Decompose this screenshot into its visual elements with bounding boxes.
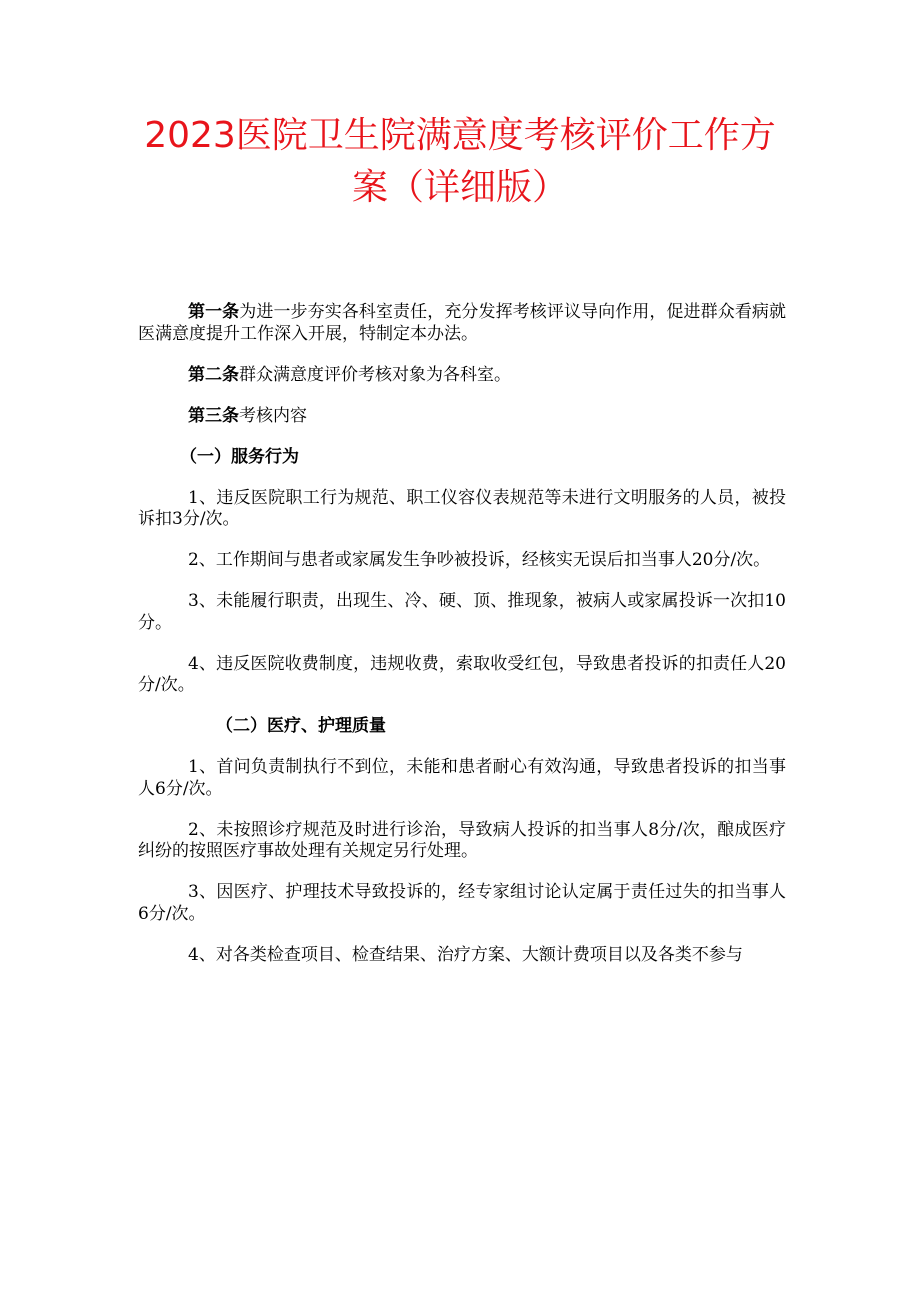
list-item: 3、因医疗、护理技术导致投诉的，经专家组讨论认定属于责任过失的扣当事人6分/次。 — [138, 882, 786, 924]
list-item: 2、未按照诊疗规范及时进行诊治，导致病人投诉的扣当事人8分/次，酿成医疗纠纷的按照医疗事故处理有关规定另行处理。 — [138, 819, 786, 861]
section-heading-service: （一）服务行为 — [180, 446, 299, 467]
section-heading-quality: （二）医疗、护理质量 — [216, 716, 386, 736]
list-item: 1、首问负责制执行不到位，未能和患者耐心有效沟通，导致患者投诉的扣当事人6分/次。 — [138, 757, 786, 799]
article-label: 第二条 — [188, 364, 239, 385]
list-item: 3、未能履行职责，出现生、冷、硬、顶、推现象，被病人或家属投诉一次扣10分。 — [138, 591, 786, 633]
document-title: 2023医院卫生院满意度考核评价工作方案（详细版） — [144, 115, 776, 208]
article-label: 第一条 — [188, 302, 240, 322]
article-3 — [138, 406, 786, 428]
article-label: 第三条 — [188, 405, 239, 426]
article-1 — [138, 302, 786, 345]
list-item: 4、违反医院收费制度，违规收费，索取收受红包，导致患者投诉的扣责任人20分/次。 — [138, 653, 786, 695]
list-item: 4、对各类检查项目、检查结果、治疗方案、大额计费项目以及各类不参与 — [188, 944, 743, 965]
document-body — [138, 302, 786, 986]
article-2 — [138, 365, 786, 387]
article-text: 考核内容 — [239, 405, 307, 426]
article-text: 群众满意度评价考核对象为各科室。 — [239, 364, 511, 385]
list-item: 2、工作期间与患者或家属发生争吵被投诉，经核实无误后扣当事人20分/次。 — [188, 550, 771, 570]
list-item: 1、违反医院职工行为规范、职工仪容仪表规范等未进行文明服务的人员，被投诉扣3分/次。 — [138, 487, 786, 529]
article-text: 为进一步夯实各科室责任，充分发挥考核评议导向作用，促进群众看病就医满意度提升工作深入开展，特制定本办法。 — [138, 302, 786, 344]
